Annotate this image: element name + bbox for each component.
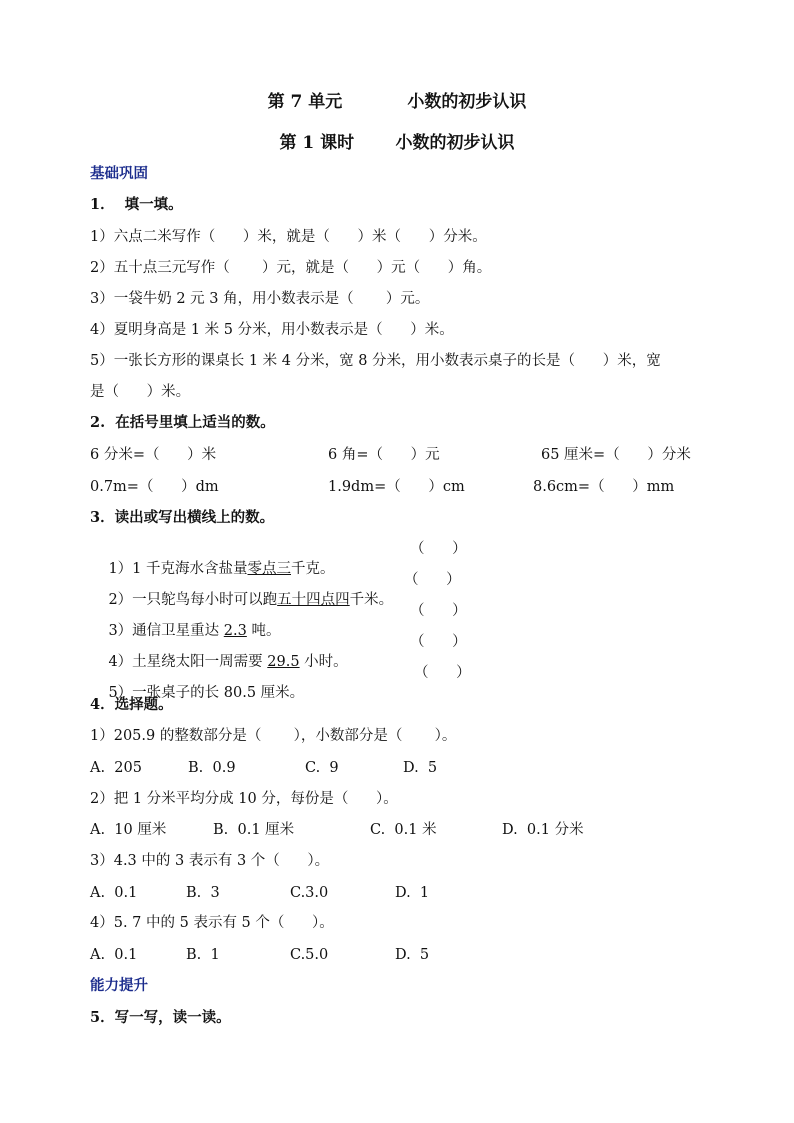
q1-item-5-cont: 是（ ）米。 [90,384,191,400]
q4-option: D. 0.1 分米 [502,822,584,838]
q1-heading: 1． 填一填。 [90,196,183,213]
q1-item-5: 5）一张长方形的课桌长 1 米 4 分米，宽 8 分米，用小数表示桌子的长是（ ）米，宽 [90,353,661,369]
q3-text: 千米。 [349,592,394,608]
q4-option: B. 0.9 [188,760,236,776]
unit-title: 第 7 单元 小数的初步认识 [267,92,527,112]
q2-cell: 6 分米=（ ）米 [90,447,217,463]
q3-text: 1）1 千克海水含盐量 [108,561,248,577]
q4-option: D. 5 [403,760,438,776]
q4-option: D. 5 [395,947,430,963]
section-ability: 能力提升 [90,977,148,994]
q4-question-3: 3）4.3 中的 3 表示有 3 个（ ）。 [90,853,330,869]
q2-cell: 1.9dm=（ ）cm [328,479,465,495]
q2-cell: 6 角=（ ）元 [328,447,440,463]
q3-text: 吨。 [246,623,281,639]
q2-cell: 65 厘米=（ ）分米 [541,447,691,463]
q4-option: B. 1 [186,947,220,963]
q3-underlined: 零点三 [247,561,291,577]
q1-item-1: 1）六点二米写作（ ）米，就是（ ）米（ ）分米。 [90,229,487,245]
q3-answer-blank: （ ） [414,665,471,681]
q4-question-4: 4）5. 7 中的 5 表示有 5 个（ ）。 [90,915,334,931]
q4-question-2: 2）把 1 分米平均分成 10 分，每份是（ ）。 [90,791,398,807]
q3-text: 小时。 [299,654,348,670]
q3-text: 3）通信卫星重达 [108,623,224,639]
q3-text: 5）一张桌子的长 80.5 厘米。 [108,685,305,701]
q1-item-2: 2）五十点三元写作（ ）元，就是（ ）元（ ）角。 [90,260,492,276]
lesson-title: 第 1 课时 小数的初步认识 [279,133,515,153]
q4-option: D. 1 [395,885,430,901]
q4-option: C. 0.1 米 [370,822,437,838]
q4-option: C. 9 [305,760,339,776]
q3-text: 千克。 [291,561,335,577]
q4-option: B. 0.1 厘米 [213,822,295,838]
q1-item-4: 4）夏明身高是 1 米 5 分米，用小数表示是（ ）米。 [90,322,454,338]
q4-option: B. 3 [186,885,220,901]
q4-heading: 4．选择题。 [90,696,173,713]
q3-heading: 3．读出或写出横线上的数。 [90,509,275,526]
q3-text: 4）土星绕太阳一周需要 [108,654,268,670]
q3-answer-blank: （ ） [410,634,467,650]
q3-underlined: 五十四点四 [277,592,350,608]
q4-option: A. 0.1 [90,885,138,901]
q3-underlined: 29.5 [267,654,300,670]
q3-text: 2）一只鸵鸟每小时可以跑 [108,592,278,608]
q2-cell: 0.7m=（ ）dm [90,479,219,495]
q3-underlined: 2.3 [223,623,247,639]
q4-option: A. 205 [90,760,142,776]
q5-heading: 5．写一写，读一读。 [90,1009,231,1026]
q3-answer-blank: （ ） [410,603,467,619]
q4-option: A. 0.1 [90,947,138,963]
q3-answer-blank: （ ） [410,541,467,557]
q2-heading: 2. 在括号里填上适当的数。 [90,414,275,431]
q4-option: C.5.0 [290,947,329,963]
q4-option: A. 10 厘米 [90,822,167,838]
q3-answer-blank: （ ） [404,572,461,588]
q4-question-1: 1）205.9 的整数部分是（ ），小数部分是（ ）。 [90,728,457,744]
section-basic: 基础巩固 [90,165,148,182]
q2-cell: 8.6cm=（ ）mm [533,479,675,495]
q4-option: C.3.0 [290,885,329,901]
q1-item-3: 3）一袋牛奶 2 元 3 角，用小数表示是（ ）元。 [90,291,430,307]
